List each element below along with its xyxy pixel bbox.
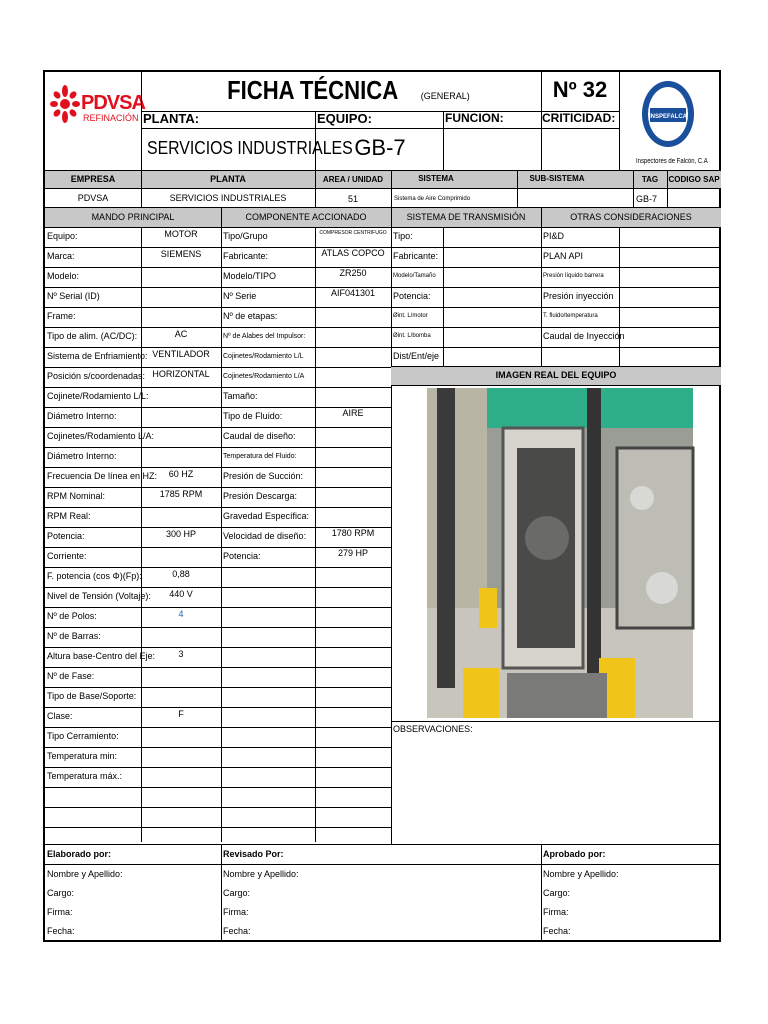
mando-label: Diámetro Interno: bbox=[47, 411, 117, 421]
mando-label: Tipo Cerramiento: bbox=[47, 731, 119, 741]
info-planta: SERVICIOS INDUSTRIALES bbox=[169, 193, 287, 203]
info-header-tag: TAG bbox=[641, 175, 659, 184]
footer-firma-1: Firma: bbox=[47, 907, 73, 917]
mando-label: Frecuencia De línea en HZ: bbox=[47, 471, 158, 481]
footer-fecha-1: Fecha: bbox=[47, 926, 75, 936]
mando-value: MOTOR bbox=[164, 229, 198, 239]
componente-value: COMPRESOR CENTRIFUGO bbox=[319, 230, 387, 236]
mando-label: Nº de Polos: bbox=[47, 611, 97, 621]
componente-value: 1780 RPM bbox=[331, 528, 375, 538]
mando-value: HORIZONTAL bbox=[152, 369, 210, 379]
sheet-number: Nº 32 bbox=[552, 77, 608, 102]
mando-label: Potencia: bbox=[47, 531, 85, 541]
mando-label: Tipo de Base/Soporte: bbox=[47, 691, 137, 701]
componente-label: Tamaño: bbox=[223, 391, 258, 401]
mando-label: Frame: bbox=[47, 311, 76, 321]
section-mando: MANDO PRINCIPAL bbox=[91, 212, 175, 222]
transmision-label: Øint. L/motor bbox=[393, 313, 428, 319]
mando-value: 60 HZ bbox=[168, 469, 194, 479]
mando-label: Cojinetes/Rodamiento L/A: bbox=[47, 431, 155, 441]
mando-value: 1785 RPM bbox=[159, 489, 203, 499]
section-observaciones: OBSERVACIONES: bbox=[393, 724, 473, 734]
transmision-label: Modelo/Tamaño bbox=[393, 273, 436, 279]
planta-label: PLANTA: bbox=[143, 111, 200, 126]
criticidad-label: CRITICIDAD: bbox=[542, 111, 616, 125]
transmision-label: Tipo: bbox=[393, 231, 413, 241]
mando-label: Nivel de Tensión (Voltaje): bbox=[47, 591, 151, 601]
mando-label: F. potencia (cos Φ)(Fp): bbox=[47, 571, 142, 581]
pdvsa-logo-sub: REFINACIÓN bbox=[83, 113, 139, 123]
footer-revisado: Revisado Por: bbox=[223, 849, 284, 859]
mando-value: AC bbox=[174, 329, 188, 339]
footer-fecha-3: Fecha: bbox=[543, 926, 571, 936]
otras-label: T. fluido/temperatura bbox=[543, 313, 598, 319]
componente-label: Cojinetes/Rodamiento L/L bbox=[223, 353, 304, 360]
section-imagen: IMAGEN REAL DEL EQUIPO bbox=[495, 370, 617, 380]
info-tag: GB-7 bbox=[636, 194, 658, 204]
componente-value: AIRE bbox=[342, 408, 364, 418]
transmision-label: Potencia: bbox=[393, 291, 431, 301]
componente-label: Presión Descarga: bbox=[223, 491, 298, 501]
componente-label: Velocidad de diseño: bbox=[223, 531, 307, 541]
componente-label: Nº Serie bbox=[223, 291, 257, 301]
componente-label: Presión de Succión: bbox=[223, 471, 304, 481]
inspector-logo bbox=[633, 78, 703, 162]
componente-label: Tipo/Grupo bbox=[223, 231, 268, 241]
footer-nombre-3: Nombre y Apellido: bbox=[543, 869, 619, 879]
transmision-label: Øint. L/bomba bbox=[393, 333, 431, 339]
info-header-area: AREA / UNIDAD bbox=[322, 175, 384, 184]
componente-value: AIF041301 bbox=[330, 288, 376, 298]
otras-label: Caudal de Inyección bbox=[543, 331, 625, 341]
info-header-sap: CODIGO SAP bbox=[668, 175, 720, 184]
componente-value: ATLAS COPCO bbox=[321, 248, 385, 258]
componente-label: Cojinetes/Rodamiento L/A bbox=[223, 373, 305, 380]
equipo-label: EQUIPO: bbox=[317, 111, 372, 126]
info-empresa: PDVSA bbox=[77, 193, 109, 203]
section-otras: OTRAS CONSIDERACIONES bbox=[570, 212, 692, 222]
footer-firma-3: Firma: bbox=[543, 907, 569, 917]
mando-value: 3 bbox=[178, 649, 184, 659]
planta-value: SERVICIOS INDUSTRIALES bbox=[147, 138, 353, 158]
mando-label: Sistema de Enfriamiento: bbox=[47, 351, 148, 361]
mando-label: Cojinete/Rodamiento L/L: bbox=[47, 391, 149, 401]
componente-label: Tipo de Fluido: bbox=[223, 411, 283, 421]
mando-label: RPM Nominal: bbox=[47, 491, 106, 501]
mando-label: Temperatura min: bbox=[47, 751, 118, 761]
mando-value: 300 HP bbox=[165, 529, 197, 539]
componente-label: Potencia: bbox=[223, 551, 261, 561]
inspector-seal-icon bbox=[638, 78, 698, 150]
info-sistema: Sistema de Aire Comprimido bbox=[394, 196, 471, 202]
footer-elaborado: Elaborado por: bbox=[47, 849, 112, 859]
mando-label: RPM Real: bbox=[47, 511, 91, 521]
transmision-label: Fabricante: bbox=[393, 251, 439, 261]
footer-aprobado: Aprobado por: bbox=[543, 849, 606, 859]
inspector-caption: Inspectores de Falcón, C.A bbox=[636, 158, 708, 165]
componente-label: Nº de etapas: bbox=[223, 311, 278, 321]
componente-label: Nº de Alabes del Impulsor: bbox=[223, 333, 306, 340]
mando-value: VENTILADOR bbox=[152, 349, 210, 359]
title-sub: (GENERAL) bbox=[420, 91, 470, 101]
componente-value: 279 HP bbox=[337, 548, 369, 558]
footer-cargo-1: Cargo: bbox=[47, 888, 75, 898]
info-area: 51 bbox=[347, 194, 358, 204]
mando-label: Corriente: bbox=[47, 551, 87, 561]
equipment-photo bbox=[427, 388, 693, 718]
componente-label: Temperatura del Fluido: bbox=[223, 453, 297, 460]
mando-label: Diámetro Interno: bbox=[47, 451, 117, 461]
pdvsa-logo-text: PDVSA bbox=[81, 92, 145, 114]
title-main: FICHA TÉCNICA bbox=[227, 75, 399, 105]
mando-label: Nº Serial (ID) bbox=[47, 291, 100, 301]
section-componente: COMPONENTE ACCIONADO bbox=[245, 212, 367, 222]
info-header-subsistema: SUB-SISTEMA bbox=[529, 174, 585, 183]
mando-label: Equipo: bbox=[47, 231, 78, 241]
componente-label: Caudal de diseño: bbox=[223, 431, 296, 441]
otras-label: PLAN API bbox=[543, 251, 584, 261]
componente-label: Fabricante: bbox=[223, 251, 269, 261]
mando-value: 4 bbox=[178, 609, 184, 619]
componente-label: Gravedad Específica: bbox=[223, 511, 310, 521]
mando-value: F bbox=[178, 709, 184, 719]
mando-value: 0,88 bbox=[172, 569, 190, 579]
mando-label: Clase: bbox=[47, 711, 73, 721]
funcion-label: FUNCION: bbox=[445, 111, 504, 125]
info-header-empresa: EMPRESA bbox=[70, 174, 116, 184]
info-header-sistema: SISTEMA bbox=[418, 174, 454, 183]
componente-label: Modelo/TIPO bbox=[223, 271, 277, 281]
mando-label: Modelo: bbox=[47, 271, 80, 281]
page-title bbox=[141, 75, 541, 105]
mando-label: Nº de Fase: bbox=[47, 671, 95, 681]
mando-label: Posición s/coordenadas: bbox=[47, 371, 146, 381]
mando-label: Nº de Barras: bbox=[47, 631, 101, 641]
footer-fecha-2: Fecha: bbox=[223, 926, 251, 936]
footer-firma-2: Firma: bbox=[223, 907, 249, 917]
mando-label: Altura base-Centro del Eje: bbox=[47, 651, 156, 661]
footer-nombre-1: Nombre y Apellido: bbox=[47, 869, 123, 879]
footer-cargo-3: Cargo: bbox=[543, 888, 571, 898]
mando-value: 440 V bbox=[169, 589, 193, 599]
equipo-value: GB-7 bbox=[354, 135, 406, 160]
technical-sheet bbox=[43, 70, 721, 942]
mando-label: Marca: bbox=[47, 251, 75, 261]
otras-label: Presión inyección bbox=[543, 291, 614, 301]
pdvsa-logo bbox=[47, 82, 145, 142]
componente-value: ZR250 bbox=[339, 268, 367, 278]
info-header-planta: PLANTA bbox=[210, 174, 246, 184]
otras-label: Presión líquido barrera bbox=[543, 273, 604, 279]
footer-nombre-2: Nombre y Apellido: bbox=[223, 869, 299, 879]
mando-value: SIEMENS bbox=[160, 249, 202, 259]
footer-cargo-2: Cargo: bbox=[223, 888, 251, 898]
section-transmision: SISTEMA DE TRANSMISIÓN bbox=[406, 212, 526, 222]
transmision-label: Dist/Ent/eje bbox=[393, 351, 440, 361]
compressor-photo-icon bbox=[427, 388, 693, 718]
mando-label: Tipo de alim. (AC/DC): bbox=[47, 331, 138, 341]
otras-label: PI&D bbox=[543, 231, 565, 241]
sun-logo-icon bbox=[50, 85, 80, 123]
svg-text:INSPEFALCA: INSPEFALCA bbox=[648, 114, 688, 120]
mando-label: Temperatura máx.: bbox=[47, 771, 123, 781]
